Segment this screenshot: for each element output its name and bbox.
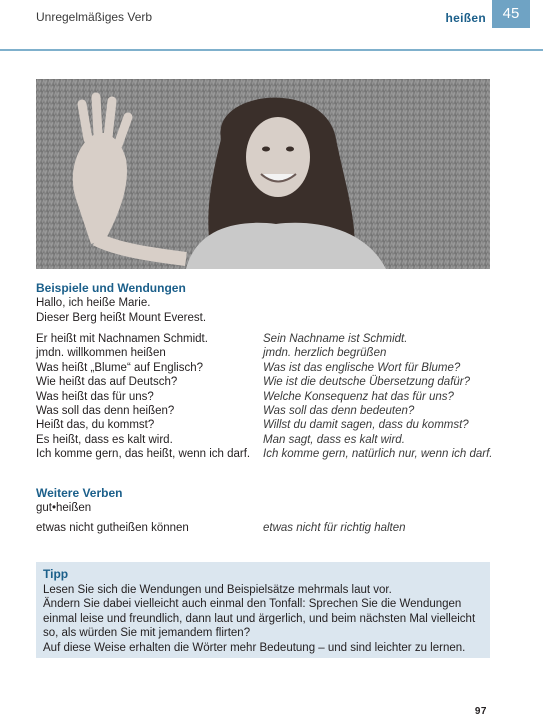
- example-paraphrase: Ich komme gern, natürlich nur, wenn ich darf.: [263, 448, 493, 461]
- example-phrase: Es heißt, dass es kalt wird.: [36, 433, 173, 446]
- more-verbs-heading: Weitere Verben: [36, 486, 123, 500]
- related-verb-paraphrase: etwas nicht für richtig halten: [263, 522, 406, 534]
- examples-heading: Beispiele und Wendungen: [36, 281, 186, 295]
- photo-woman-waving: [36, 79, 490, 269]
- intro-line: Hallo, ich heiße Marie.: [36, 297, 151, 309]
- example-phrase: Er heißt mit Nachnamen Schmidt.: [36, 333, 208, 345]
- header-divider: [0, 49, 543, 51]
- example-phrase: Wie heißt das auf Deutsch?: [36, 376, 178, 389]
- example-phrase: Heißt das, du kommst?: [36, 419, 155, 432]
- example-paraphrase: Sein Nachname ist Schmidt.: [263, 333, 408, 345]
- tip-line: Ändern Sie dabei vielleicht auch einmal den Tonfall: Sprechen Sie die Wendungen: [43, 598, 462, 611]
- intro-line: Dieser Berg heißt Mount Everest.: [36, 311, 207, 324]
- entry-number-badge: 45: [492, 0, 530, 28]
- example-phrase: Was soll das denn heißen?: [36, 404, 175, 417]
- verb-title: heißen: [445, 11, 486, 25]
- example-paraphrase: Was ist das englische Wort für Blume?: [263, 361, 461, 374]
- page-number: 97: [474, 706, 487, 717]
- example-paraphrase: Wie ist die deutsche Übersetzung dafür?: [263, 376, 471, 389]
- photo-illustration: [36, 79, 490, 269]
- examples-paraphrase-column: [263, 332, 492, 462]
- tip-line: Auf diese Weise erhalten die Wörter mehr Bedeutung – und sind leichter zu lernen.: [43, 641, 466, 654]
- tip-title: Tipp: [43, 567, 69, 581]
- section-label: Unregelmäßiges Verb: [36, 10, 153, 24]
- example-paraphrase: Was soll das denn bedeuten?: [263, 404, 415, 417]
- tip-box: [36, 562, 490, 658]
- tip-line: Lesen Sie sich die Wendungen und Beispielsätze mehrmals laut vor.: [43, 584, 392, 596]
- example-phrase: Was heißt „Blume“ auf Englisch?: [36, 361, 204, 374]
- related-verb: gut•heißen: [36, 502, 92, 514]
- related-verb-example: etwas nicht gutheißen können: [36, 522, 189, 534]
- example-phrase: Ich komme gern, das heißt, wenn ich darf.: [36, 448, 251, 461]
- example-phrase: Was heißt das für uns?: [36, 390, 154, 403]
- example-phrase: jmdn. willkommen heißen: [36, 347, 166, 360]
- example-paraphrase: jmdn. herzlich begrüßen: [263, 347, 387, 360]
- example-paraphrase: Welche Konsequenz hat das für uns?: [263, 390, 454, 403]
- tip-text: [43, 583, 483, 655]
- tip-line: einmal leise und freundlich, dann laut und ärgerlich, und beim nächsten Mal vielleicht: [43, 612, 476, 625]
- example-paraphrase: Man sagt, dass es kalt wird.: [263, 433, 405, 446]
- example-paraphrase: Willst du damit sagen, dass du kommst?: [263, 419, 469, 432]
- tip-line: so, als würden Sie mit jemandem flirten?: [43, 627, 251, 640]
- examples-german-column: [36, 332, 250, 462]
